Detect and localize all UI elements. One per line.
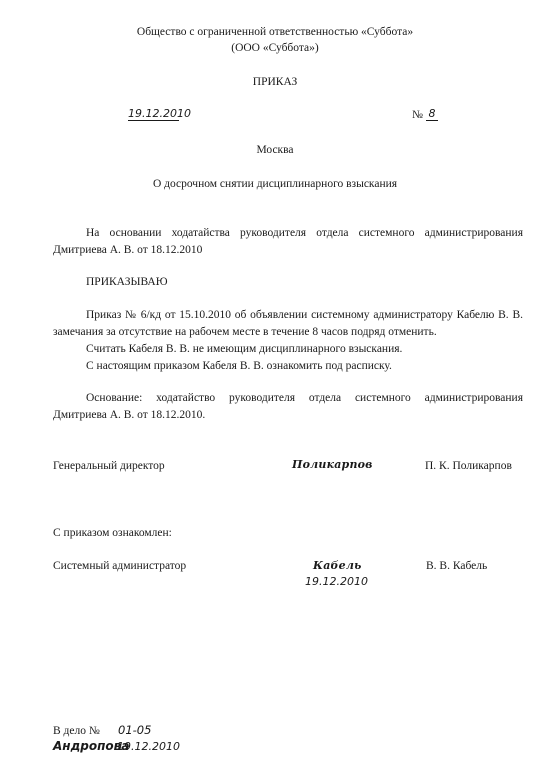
director-name: П. К. Поликарпов [425,460,512,472]
order-number-label: № [412,109,423,121]
director-signature: Поликарпов [292,458,373,471]
acquainted-heading: С приказом ознакомлен: [53,527,172,539]
org-name: Общество с ограниченной ответственностью «Суббота» [136,26,414,38]
basis-paragraph: На основании ходатайства руководителя отдела системного администрирования Дмитриева А. В. от 18.12.2010 [53,227,523,256]
employee-name: В. В. Кабель [426,560,488,572]
employee-position: Системный администратор [53,560,187,572]
order-subject: О досрочном снятии дисциплинарного взыскания [152,178,398,190]
order-word: ПРИКАЗЫВАЮ [86,276,168,288]
order-item-1: Приказ № 6/кд от 15.10.2010 об объявлении системному администратору Кабелю В. В. замечания за отсутствие на рабочем месте в течение 8 часов подряд отменить. [53,309,523,338]
filing-case-number: 01-05 [118,723,152,737]
filing-date: 19.12.2010 [117,740,180,753]
order-item-2: Считать Кабеля В. В. не имеющим дисциплинарного взыскания. [86,343,403,355]
employee-signature: Кабель [313,559,362,572]
acquaintance-date: 19.12.2010 [305,575,368,588]
director-position: Генеральный директор [53,460,165,472]
order-date: 19.12.2010 [128,107,191,120]
grounds-paragraph: Основание: ходатайство руководителя отдела системного администрирования Дмитриева А. В. от 18.12.2010. [53,392,523,421]
filing-signature: Андропова [53,739,130,753]
filing-label: В дело № [53,725,100,737]
order-number: 8 [426,107,438,121]
document-type: ПРИКАЗ [252,76,298,88]
org-short-name: (ООО «Суббота») [231,42,319,54]
order-item-3: С настоящим приказом Кабеля В. В. ознакомить под расписку. [86,360,392,372]
city: Москва [256,144,294,156]
